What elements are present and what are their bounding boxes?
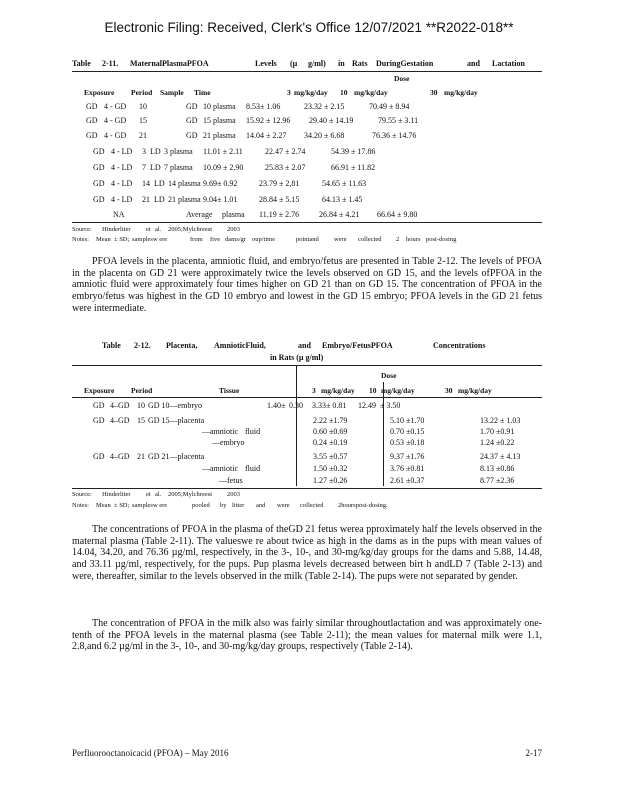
table1-row: GD 4 - GD 10 GD 10 plasma 8.53± 1.06 23.32 ± 2.15 70.49 ± 8.94: [86, 102, 410, 111]
table1-row: GD 4 - LD 14 LD 14 plasma 9.69± 0.92 23.79 ± 2,81 54.65 ± 11.63: [93, 179, 367, 188]
table2-bottom-rule: [72, 488, 542, 489]
paragraph-3: The concentration of PFOA in the milk also was fairly similar throughoutlactation and was approximately one-tenth of the PFOA levels in the maternal plasma (see Table 2-11); the mean values for maternal milk were 1.1, 2.8,and 6.2 µg/ml in the 3-, 10-, and 30-mg/kg/day groups, respectively (Table 2-14).: [72, 618, 542, 653]
table1-row: GD 4 - GD 15 GD 15 plasma 15.92 ± 12.96 29.40 ± 14.19 79.55 ± 3.11: [86, 116, 419, 125]
table1-row: GD 4 - LD 21 LD 21 plasma 9.04± 1.01 28.84 ± 5.15 64.13 ± 1.45: [93, 195, 363, 204]
table1-bottom-rule: [72, 222, 542, 223]
table2-title: Table 2-12. Placenta, AmnioticFluid, and Embryo/FetusPFOA Concentrations: [102, 341, 486, 350]
paragraph-1: PFOA levels in the placenta, amniotic fluid, and embryo/fetus are presented in Table 2-12. The levels of PFOA in the placenta on GD 21 were approximately twice the levels observed on GD 15, and the levels ofPFOA in the amniotic fluid were approximately four times higher on GD 21 than on GD 15. The concentration of PFOA in the embryo/fetus was highest in the GD 10 embryo and lowest in the GD 15 embryo; PFOA levels in the GD 21 fetus were intermediate.: [72, 256, 542, 314]
table1-notes: Notes: Mean ± SD; samplesw ere from five dams/gr oup/time pointand were collected 2 hours post-dosing: [72, 236, 457, 243]
table2-header-rule: [72, 397, 542, 398]
filing-header: Electronic Filing: Received, Clerk's Office 12/07/2021 **R2022-018**: [104, 20, 514, 35]
table2-column-headers: Exposure Period Tissue 3 mg/kg/day 10 mg/kg/day 30 mg/kg/day: [84, 386, 492, 395]
table1-row: GD 4 - LD 7 LD 7 plasma 10.09 ± 2.90 25.83 ± 2.07 66.91 ± 11.82: [93, 163, 376, 172]
table1-title: Table 2-11. MaternalPlasmaPFOA Levels (µ g/ml) in Rats DuringGestation and Lactation: [72, 59, 525, 68]
table1-top-rule: [72, 71, 542, 72]
table2-title-line2: in Rats (µ g/ml): [270, 353, 324, 362]
table2-row-gd21: GD 4–GD 21 GD 21—placenta 3.55 ±0.57 9.37 ±1.76 24.37 ± 4.13: [93, 452, 521, 461]
table2-row-gd15: GD 4–GD 15 GD 15—placenta 2.22 ±1.79 5.10 ±1.70 13.22 ± 1.03: [93, 416, 521, 425]
table2-row-gd21-amniotic: —amniotic fluid 1.50 ±0.32 3.76 ±0.81 8.13 ±0.86: [202, 464, 515, 473]
table2-row-gd15-embryo: —embryo 0.24 ±0.19 0.53 ±0.18 1.24 ±0.22: [212, 438, 515, 447]
table1-row: GD 4 - GD 21 GD 21 plasma 14.04 ± 2.27 34.20 ± 6.68 76.36 ± 14.76: [86, 131, 417, 140]
table2-top-rule: [72, 365, 542, 366]
page-number: 2-17: [525, 748, 542, 758]
footer-document-title: Perfluorooctanoicacid (PFOA) – May 2016: [72, 748, 229, 758]
table1-row: NA Average plasma 11.19 ± 2.76 26.84 ± 4.21 66.64 ± 9.80: [113, 210, 418, 219]
table1-dose-label: Dose: [394, 74, 410, 83]
paragraph-2: The concentrations of PFOA in the plasma of theGD 21 fetus werea pproximately half the levels observed in the maternal plasma (Table 2-11). The valueswe re about twice as high in the dams as in the pups with mean values of 14.04, 34.20, and 76.36 µg/ml, respectively, in the 3-, 10-, and 30-mg/kg/day groups for the dams and 5.88, 14.48, and 33.11 µg/ml, respectively, for the pups. Pup plasma levels decreased between birt h andLD 7 (Table 2-13) and were, thereafter, similar to the levels observed in the milk (Table 2-14). The pups were not separated by gender.: [72, 524, 542, 582]
table2-notes: Notes: Mean ± SD; samplesw ere pooled by litter and were collected 2hourspost-dosing.: [72, 502, 388, 509]
table2-dose-label: Dose: [381, 371, 397, 380]
table2-row-gd15-amniotic: —amniotic fluid 0.60 ±0.69 0.70 ±0.15 1.70 ±0.91: [202, 427, 515, 436]
table1-row: GD 4 - LD 3 LD 3 plasma 11.01 ± 2.11 22.47 ± 2.74 54.39 ± 17.86: [93, 147, 376, 156]
table2-source: Source: Hinderliter et al. 2005;Mylchreest 2003: [72, 491, 240, 498]
table1-source: Source: Hinderliter et al. 2005;Mylchreest 2003: [72, 226, 240, 233]
table2-row-gd21-fetus: —fetus 1.27 ±0.26 2.61 ±0.37 8.77 ±2.36: [219, 476, 515, 485]
table2-row-gd10: GD 4–GD 10 GD 10—embryo 1.40± 0.30 3.33± 0.81 12.49 ± 3.50: [93, 401, 401, 410]
table1-column-headers: Exposure Period Sample Time 3 mg/kg/day 10 mg/kg/day 30 mg/kg/day: [84, 88, 478, 97]
